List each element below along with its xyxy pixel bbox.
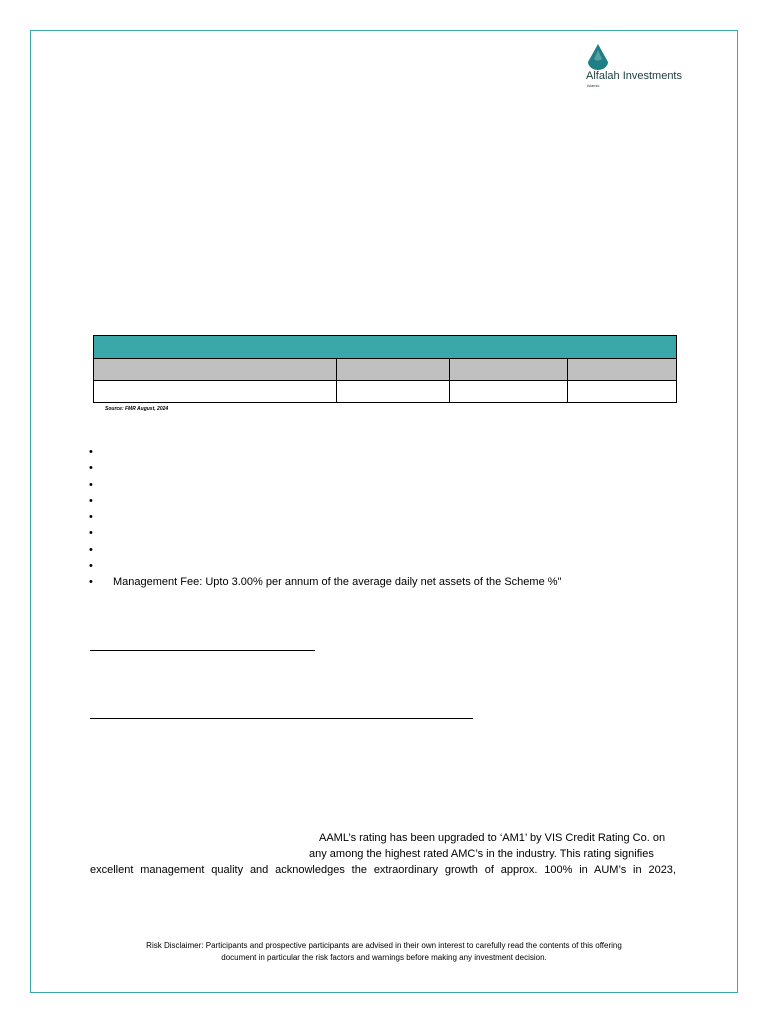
disclaimer-line: Risk Disclaimer: Participants and prospective participants are advised in their own interest to carefully read the contents of this offering: [146, 941, 622, 950]
brand-logo: [586, 44, 686, 92]
table-subheader-cell: [337, 359, 450, 381]
table-subheader-cell: [450, 359, 568, 381]
features-list: [89, 444, 561, 591]
list-item: [89, 542, 561, 558]
table-header-cell: [94, 336, 677, 359]
table-cell: [94, 381, 337, 403]
rating-paragraph-line: AAML’s rating has been upgraded to ‘AM1’ by VIS Credit Rating Co. on: [319, 832, 666, 844]
bullet-icon: •: [89, 494, 93, 507]
bullet-icon: •: [89, 462, 93, 475]
management-fee-text: Management Fee: Upto 3.00% per annum of the average daily net assets of the Scheme %": [113, 576, 562, 589]
list-item-management-fee: [89, 574, 561, 590]
list-item: [89, 493, 561, 509]
table-subheader-cell: [568, 359, 677, 381]
disclaimer-line: document in particular the risk factors and warnings before making any investment decision.: [221, 953, 547, 962]
bullet-icon: •: [89, 560, 93, 573]
list-item: [89, 477, 561, 493]
underline-rule: [90, 718, 473, 719]
table-subheader-cell: [94, 359, 337, 381]
bullet-icon: •: [89, 478, 93, 491]
logo-subtext: Islamic: [587, 83, 600, 88]
risk-disclaimer: [90, 940, 678, 964]
rating-paragraph-line: any among the highest rated AMC’s in the industry. This rating signifies: [309, 848, 654, 860]
fund-table: [93, 335, 677, 403]
logo-drop-icon: [586, 44, 610, 70]
bullet-icon: •: [89, 543, 93, 556]
logo-text: Alfalah Investments: [586, 70, 682, 82]
bullet-icon: •: [89, 511, 93, 524]
table-subheader-row: [94, 359, 677, 381]
table-cell: [337, 381, 450, 403]
table-cell: [450, 381, 568, 403]
list-item: [89, 460, 561, 476]
rating-paragraph-line: excellent management quality and acknowledges the extraordinary growth of approx. 100% in AUM’s in 2023,: [90, 864, 676, 876]
underline-rule: [90, 650, 315, 651]
list-item: [89, 444, 561, 460]
list-item: [89, 525, 561, 541]
bullet-icon: •: [89, 576, 93, 589]
table-row: [94, 381, 677, 403]
list-item: [89, 558, 561, 574]
bullet-icon: •: [89, 446, 93, 458]
list-item: [89, 509, 561, 525]
bullet-icon: •: [89, 527, 93, 540]
table-source-note: Source: FMR August, 2024: [105, 406, 169, 412]
table-cell: [568, 381, 677, 403]
table-header-row: [94, 336, 677, 359]
